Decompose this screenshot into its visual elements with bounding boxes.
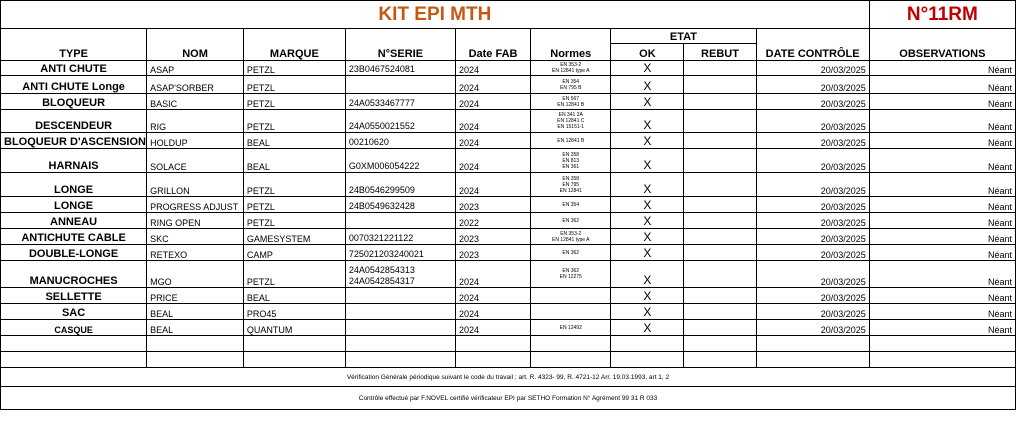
empty-cell: [455, 352, 530, 368]
rebut-cell: [684, 149, 756, 173]
date-fab-cell: 2024: [455, 288, 530, 304]
empty-cell: [684, 336, 756, 352]
rebut-cell: [684, 229, 756, 245]
ok-cell: X: [611, 173, 684, 197]
type-cell: HARNAIS: [1, 149, 147, 173]
type-cell: BLOQUEUR D'ASCENSION: [1, 133, 147, 149]
header-cell: [756, 29, 869, 44]
table-row: [1, 213, 1016, 229]
empty-cell: [531, 336, 611, 352]
empty-cell: [243, 352, 345, 368]
rebut-cell: [684, 304, 756, 320]
nom-cell: BEAL: [147, 320, 244, 336]
date-fab-cell: 2024: [455, 149, 530, 173]
table-row: [1, 133, 1016, 149]
empty-cell: [147, 352, 244, 368]
empty-cell: [756, 352, 869, 368]
ok-cell: X: [611, 94, 684, 110]
type-cell: SELLETTE: [1, 288, 147, 304]
nom-cell: MGO: [147, 261, 244, 288]
type-cell: DOUBLE-LONGE: [1, 245, 147, 261]
normes-cell: EN 354: [531, 197, 611, 213]
serial-number: 725021203240021: [348, 249, 424, 259]
observations-cell: Néant: [869, 288, 1015, 304]
date-controle-cell: 20/03/2025: [756, 229, 869, 245]
normes-cell: EN 358 EN 813 EN 361: [531, 149, 611, 173]
empty-cell: [611, 336, 684, 352]
type-cell: SAC: [1, 304, 147, 320]
date-controle-cell: 20/03/2025: [756, 245, 869, 261]
date-controle-cell: 20/03/2025: [756, 133, 869, 149]
table-row: [1, 197, 1016, 213]
kit-title: KIT EPI MTH: [1, 1, 870, 29]
header-normes: Normes: [531, 44, 611, 61]
ok-cell: X: [611, 261, 684, 288]
date-controle-cell: 20/03/2025: [756, 76, 869, 94]
serie-cell: [345, 197, 455, 213]
normes-cell: EN 362 EN 12275: [531, 261, 611, 288]
normes-cell: EN 12492: [531, 320, 611, 336]
footer-inspector-note: Contrôle effectué par F.NOVEL certifié vérificateur EPI par SETHO Formation N° Agrément 99 31 R 033: [1, 387, 1016, 410]
normes-cell: EN 362: [531, 213, 611, 229]
type-cell: ANNEAU: [1, 213, 147, 229]
header-rebut: REBUT: [684, 44, 756, 61]
rebut-cell: [684, 213, 756, 229]
date-controle-cell: 20/03/2025: [756, 94, 869, 110]
rebut-cell: [684, 197, 756, 213]
normes-cell: EN 354 EN 795 B: [531, 76, 611, 94]
date-fab-cell: 2024: [455, 320, 530, 336]
empty-cell: [611, 352, 684, 368]
rebut-cell: [684, 288, 756, 304]
empty-cell: [869, 336, 1015, 352]
serie-cell: [345, 304, 455, 320]
observations-cell: Néant: [869, 61, 1015, 76]
marque-cell: PRO45: [243, 304, 345, 320]
nom-cell: BEAL: [147, 304, 244, 320]
observations-cell: Néant: [869, 261, 1015, 288]
type-cell: LONGE: [1, 173, 147, 197]
rebut-cell: [684, 320, 756, 336]
marque-cell: PETZL: [243, 261, 345, 288]
date-controle-cell: 20/03/2025: [756, 110, 869, 133]
normes-cell: EN 341 2A EN 12841 C EN 15151-1: [531, 110, 611, 133]
serie-cell: [345, 61, 455, 76]
rebut-cell: [684, 133, 756, 149]
normes-cell: EN 567 EN 12841 B: [531, 94, 611, 110]
header-cell: [1, 29, 147, 44]
footer-row: [1, 368, 1016, 387]
type-cell: ANTI CHUTE Longe: [1, 76, 147, 94]
date-fab-cell: 2024: [455, 133, 530, 149]
serial-number: 24B0546299509: [348, 185, 415, 195]
observations-cell: Néant: [869, 110, 1015, 133]
serie-cell: [345, 261, 455, 288]
rebut-cell: [684, 110, 756, 133]
table-row: [1, 110, 1016, 133]
date-controle-cell: 20/03/2025: [756, 197, 869, 213]
header-ok: OK: [611, 44, 684, 61]
rebut-cell: [684, 173, 756, 197]
observations-cell: Néant: [869, 133, 1015, 149]
observations-cell: Néant: [869, 94, 1015, 110]
marque-cell: PETZL: [243, 213, 345, 229]
rebut-cell: [684, 76, 756, 94]
table-row: [1, 320, 1016, 336]
nom-cell: BASIC: [147, 94, 244, 110]
date-controle-cell: 20/03/2025: [756, 304, 869, 320]
nom-cell: ASAP'SORBER: [147, 76, 244, 94]
nom-cell: ASAP: [147, 61, 244, 76]
serie-cell: [345, 94, 455, 110]
normes-cell: EN 358 EN 795 EN 12841: [531, 173, 611, 197]
header-date-controle: DATE CONTRÔLE: [756, 44, 869, 61]
empty-row: [1, 336, 1016, 352]
serie-cell: [345, 173, 455, 197]
empty-cell: [531, 352, 611, 368]
empty-cell: [455, 336, 530, 352]
table-row: [1, 261, 1016, 288]
nom-cell: PRICE: [147, 288, 244, 304]
nom-cell: HOLDUP: [147, 133, 244, 149]
empty-cell: [869, 352, 1015, 368]
empty-cell: [345, 352, 455, 368]
ok-cell: X: [611, 288, 684, 304]
table-row: [1, 304, 1016, 320]
serie-cell: [345, 320, 455, 336]
empty-cell: [756, 336, 869, 352]
header-cell: [147, 29, 244, 44]
rebut-cell: [684, 94, 756, 110]
marque-cell: PETZL: [243, 61, 345, 76]
footer-row: [1, 387, 1016, 410]
normes-cell: EN 12841 B: [531, 133, 611, 149]
rebut-cell: [684, 261, 756, 288]
observations-cell: Néant: [869, 229, 1015, 245]
observations-cell: Néant: [869, 213, 1015, 229]
marque-cell: PETZL: [243, 94, 345, 110]
normes-cell: EN 353-2 EN 12841 type A: [531, 61, 611, 76]
table-row: [1, 245, 1016, 261]
table-row: [1, 173, 1016, 197]
observations-cell: Néant: [869, 76, 1015, 94]
serial-number-2: 24A0542854317: [348, 276, 415, 286]
kit-number: N°11RM: [869, 1, 1015, 29]
nom-cell: GRILLON: [147, 173, 244, 197]
serial-number: G0XM006054222: [348, 161, 420, 171]
serie-cell: [345, 288, 455, 304]
header-etat: ETAT: [611, 29, 756, 44]
type-cell: ANTI CHUTE: [1, 61, 147, 76]
date-fab-cell: 2024: [455, 76, 530, 94]
nom-cell: RETEXO: [147, 245, 244, 261]
table-row: [1, 94, 1016, 110]
date-controle-cell: 20/03/2025: [756, 149, 869, 173]
empty-cell: [684, 352, 756, 368]
serie-cell: [345, 229, 455, 245]
normes-cell: [531, 288, 611, 304]
observations-cell: Néant: [869, 197, 1015, 213]
type-cell: LONGE: [1, 197, 147, 213]
empty-cell: [345, 336, 455, 352]
date-controle-cell: 20/03/2025: [756, 61, 869, 76]
date-controle-cell: 20/03/2025: [756, 261, 869, 288]
rebut-cell: [684, 61, 756, 76]
date-controle-cell: 20/03/2025: [756, 320, 869, 336]
serie-cell: [345, 245, 455, 261]
marque-cell: CAMP: [243, 245, 345, 261]
ok-cell: X: [611, 110, 684, 133]
normes-cell: [531, 304, 611, 320]
date-controle-cell: 20/03/2025: [756, 288, 869, 304]
header-type: TYPE: [1, 44, 147, 61]
empty-cell: [1, 352, 147, 368]
normes-cell: EN 362: [531, 245, 611, 261]
serial-number: 24B0549632428: [348, 201, 415, 211]
marque-cell: BEAL: [243, 149, 345, 173]
empty-cell: [243, 336, 345, 352]
normes-cell: EN 353-2 EN 12841 type A: [531, 229, 611, 245]
nom-cell: RIG: [147, 110, 244, 133]
ok-cell: X: [611, 133, 684, 149]
ok-cell: X: [611, 149, 684, 173]
table-row: [1, 61, 1016, 76]
type-cell: MANUCROCHES: [1, 261, 147, 288]
ok-cell: X: [611, 213, 684, 229]
serie-cell: [345, 133, 455, 149]
marque-cell: PETZL: [243, 197, 345, 213]
date-controle-cell: 20/03/2025: [756, 213, 869, 229]
empty-cell: [1, 336, 147, 352]
marque-cell: BEAL: [243, 133, 345, 149]
ok-cell: X: [611, 245, 684, 261]
date-fab-cell: 2024: [455, 61, 530, 76]
date-fab-cell: 2023: [455, 245, 530, 261]
nom-cell: PROGRESS ADJUST: [147, 197, 244, 213]
date-fab-cell: 2024: [455, 304, 530, 320]
type-cell: BLOQUEUR: [1, 94, 147, 110]
marque-cell: PETZL: [243, 173, 345, 197]
ok-cell: X: [611, 61, 684, 76]
serie-cell: [345, 149, 455, 173]
table-row: [1, 229, 1016, 245]
serial-number: 0070321221122: [348, 233, 414, 243]
date-controle-cell: 20/03/2025: [756, 173, 869, 197]
marque-cell: PETZL: [243, 76, 345, 94]
serie-cell: [345, 110, 455, 133]
nom-cell: SOLACE: [147, 149, 244, 173]
table-row: [1, 76, 1016, 94]
serial-number: 23B0467524081: [348, 64, 415, 74]
observations-cell: Néant: [869, 149, 1015, 173]
header-date-fab: Date FAB: [455, 44, 530, 61]
serial-number: 24A0542854313: [348, 265, 415, 275]
rebut-cell: [684, 245, 756, 261]
observations-cell: Néant: [869, 245, 1015, 261]
table-row: [1, 149, 1016, 173]
marque-cell: GAMESYSTEM: [243, 229, 345, 245]
footer-regulation-note: Vérification Générale périodique suivant le code du travail ; art. R. 4323- 99, R. 4721-12 Arr. 19.03.1993, art 1, 2: [1, 368, 1016, 387]
header-marque: MARQUE: [243, 44, 345, 61]
type-cell: ANTICHUTE CABLE: [1, 229, 147, 245]
observations-cell: Néant: [869, 304, 1015, 320]
ok-cell: X: [611, 76, 684, 94]
date-fab-cell: 2023: [455, 229, 530, 245]
table-row: [1, 288, 1016, 304]
date-fab-cell: 2023: [455, 197, 530, 213]
nom-cell: RING OPEN: [147, 213, 244, 229]
serie-cell: [345, 76, 455, 94]
header-nom: NOM: [147, 44, 244, 61]
type-cell: CASQUE: [1, 320, 147, 336]
date-fab-cell: 2024: [455, 110, 530, 133]
header-serie: N°SERIE: [345, 44, 455, 61]
date-fab-cell: 2024: [455, 261, 530, 288]
marque-cell: QUANTUM: [243, 320, 345, 336]
header-observations: OBSERVATIONS: [869, 44, 1015, 61]
header-cell: [455, 29, 530, 44]
type-cell: DESCENDEUR: [1, 110, 147, 133]
empty-row: [1, 352, 1016, 368]
ok-cell: X: [611, 320, 684, 336]
serial-number: 24A0550021552: [348, 121, 415, 131]
serial-number: 00210620: [348, 137, 389, 147]
nom-cell: SKC: [147, 229, 244, 245]
header-cell: [531, 29, 611, 44]
serie-cell: [345, 213, 455, 229]
serial-number: 24A0533467777: [348, 98, 415, 108]
marque-cell: PETZL: [243, 110, 345, 133]
empty-cell: [147, 336, 244, 352]
header-cell: [345, 29, 455, 44]
header-cell: [243, 29, 345, 44]
observations-cell: Néant: [869, 173, 1015, 197]
ok-cell: X: [611, 197, 684, 213]
date-fab-cell: 2022: [455, 213, 530, 229]
header-cell: [869, 29, 1015, 44]
ok-cell: X: [611, 229, 684, 245]
ok-cell: X: [611, 304, 684, 320]
observations-cell: Néant: [869, 320, 1015, 336]
marque-cell: BEAL: [243, 288, 345, 304]
date-fab-cell: 2024: [455, 94, 530, 110]
date-fab-cell: 2024: [455, 173, 530, 197]
